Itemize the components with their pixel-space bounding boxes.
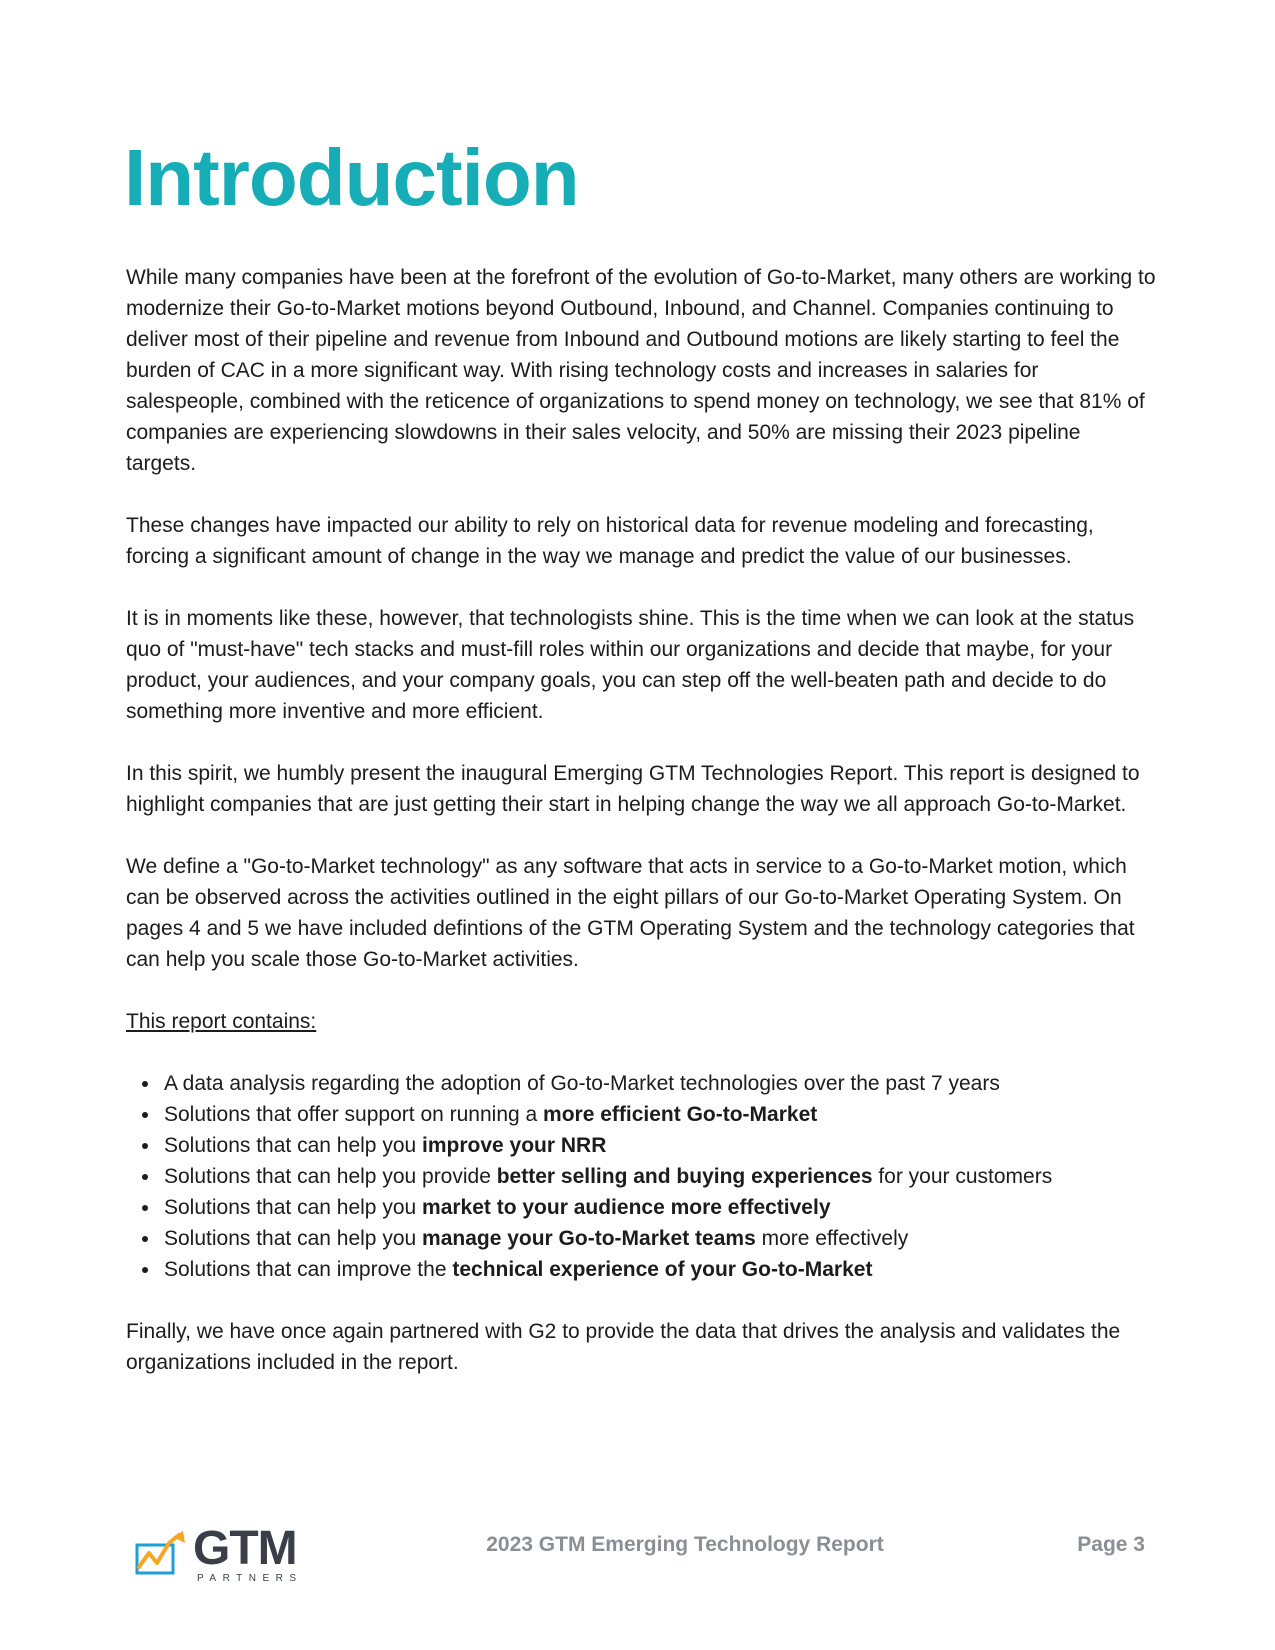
report-title: 2023 GTM Emerging Technology Report [486, 1533, 884, 1556]
list-item: A data analysis regarding the adoption of Go-to-Market technologies over the past 7 years [164, 1068, 1156, 1099]
list-item: Solutions that can help you provide better selling and buying experiences for your customers [164, 1161, 1156, 1192]
paragraph: It is in moments like these, however, that technologists shine. This is the time when we can look at the status quo of "must-have" tech stacks and must-fill roles within our organizations and decide that maybe, for your product, your audiences, and your company goals, you can step off the well-beaten path and decide to do something more inventive and more efficient. [126, 607, 1135, 723]
body-content [126, 262, 1156, 1409]
growth-chart-arrow-icon [135, 1531, 191, 1575]
gtm-partners-logo [135, 1522, 303, 1589]
list-item: Solutions that offer support on running a more efficient Go-to-Market [164, 1099, 1156, 1130]
logo-wordmark: GTM [193, 1522, 297, 1575]
paragraph: We define a "Go-to-Market technology" as any software that acts in service to a Go-to-Market motion, which can be observed across the activities outlined in the eight pillars of our Go-to-Market Operating System. On pages 4 and 5 we have included defintions of the GTM Operating System and the technology categories that can help you scale those Go-to-Market activities. [126, 855, 1135, 971]
paragraph: While many companies have been at the forefront of the evolution of Go-to-Market, many others are working to modernize their Go-to-Market motions beyond Outbound, Inbound, and Channel. Companies continuing to deliver most of their pipeline and revenue from Inbound and Outbound motions are likely starting to feel the burden of CAC in a more significant way. With rising technology costs and increases in salaries for salespeople, combined with the reticence of organizations to spend money on technology, we see that 81% of companies are experiencing slowdowns in their sales velocity, and 50% are missing their 2023 pipeline targets. [126, 266, 1156, 475]
paragraph: These changes have impacted our ability to rely on historical data for revenue modeling and forecasting, forcing a significant amount of change in the way we manage and predict the value of our businesses. [126, 514, 1094, 568]
closing-paragraph: Finally, we have once again partnered with G2 to provide the data that drives the analysis and validates the organizations included in the report. [126, 1320, 1121, 1374]
paragraph: In this spirit, we humbly present the inaugural Emerging GTM Technologies Report. This report is designed to highlight companies that are just getting their start in helping change the way we all approach Go-to-Market. [126, 762, 1140, 816]
list-item: Solutions that can help you manage your Go-to-Market teams more effectively [164, 1223, 1156, 1254]
list-item: Solutions that can improve the technical experience of your Go-to-Market [164, 1254, 1156, 1285]
logo-subtext: PARTNERS [197, 1573, 303, 1584]
page-number: Page 3 [1077, 1533, 1145, 1556]
list-item: Solutions that can help you market to your audience more effectively [164, 1192, 1156, 1223]
list-item: Solutions that can help you improve your NRR [164, 1130, 1156, 1161]
contents-list [126, 1068, 1156, 1285]
page-title: Introduction [124, 133, 579, 222]
page-footer [0, 1515, 1275, 1595]
contains-heading: This report contains: [126, 1010, 317, 1033]
